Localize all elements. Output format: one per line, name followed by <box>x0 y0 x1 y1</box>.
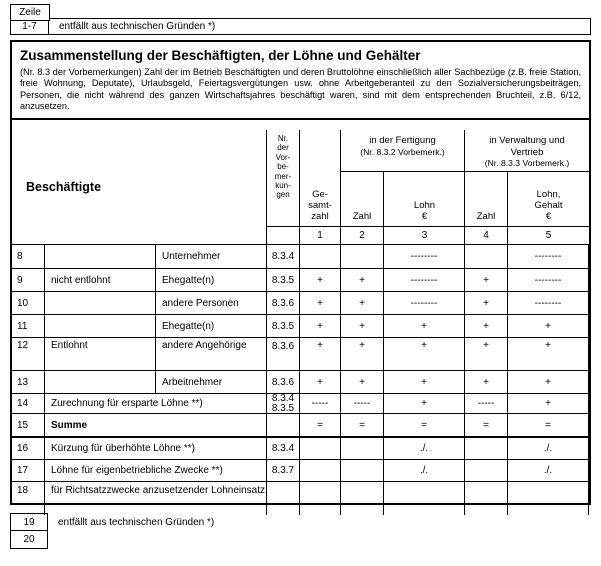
header-fertigung-zahl: Zahl 2 <box>341 172 384 244</box>
cell-fertigung-lohn[interactable]: -------- <box>384 269 465 291</box>
cell-fertigung-zahl[interactable]: + <box>341 371 384 393</box>
row-number: 18 <box>12 482 45 515</box>
header-verwaltung-lohn: Lohn, Gehalt € 5 <box>508 172 589 244</box>
header-group-verwaltung-title: in Verwaltung und Vertrieb (Nr. 8.3.3 Vorbemerk.) <box>465 130 589 172</box>
cell-verwaltung-lohn[interactable]: -------- <box>508 292 589 314</box>
rows-19-20-box <box>10 513 48 549</box>
header-col-number-2: 2 <box>341 226 383 244</box>
table-row[interactable] <box>12 338 589 371</box>
cell-gesamtzahl[interactable]: ----- <box>300 394 341 413</box>
row-19-number: 19 <box>11 514 47 531</box>
cell-verwaltung-lohn[interactable]: ./. <box>508 460 589 481</box>
cell-gesamtzahl[interactable]: + <box>300 292 341 314</box>
row-label: andere Personen <box>156 292 267 314</box>
table-title-block <box>12 42 589 120</box>
cell-verwaltung-zahl[interactable]: ----- <box>465 394 508 413</box>
row-nr-ref: 8.3.5 <box>267 269 300 291</box>
row-nr-ref: 8.3.5 <box>267 315 300 337</box>
cell-verwaltung-lohn[interactable]: -------- <box>508 245 589 268</box>
cell-gesamtzahl[interactable]: + <box>300 269 341 291</box>
cell-gesamtzahl[interactable]: + <box>300 338 341 370</box>
cell-verwaltung-zahl[interactable] <box>465 245 508 268</box>
cell-gesamtzahl[interactable] <box>300 245 341 268</box>
row-number: 8 <box>12 245 45 268</box>
cell-fertigung-zahl[interactable]: + <box>341 292 384 314</box>
header-group-verwaltung <box>465 130 589 244</box>
row-nr-ref: 8.3.4 <box>267 245 300 268</box>
header-beschaeftigte: Beschäftigte <box>12 130 267 244</box>
row-nr-ref: 8.3.6 <box>267 292 300 314</box>
row-group-label: Entlohnt <box>45 338 156 370</box>
cell-fertigung-lohn[interactable] <box>384 482 465 515</box>
cell-fertigung-lohn[interactable]: = <box>384 414 465 436</box>
row-number: 16 <box>12 438 45 459</box>
row-group-label <box>45 371 156 393</box>
page-title: Zusammenstellung der Beschäftigten, der Löhne und Gehälter <box>20 48 421 63</box>
header-col-number-3: 3 <box>384 226 465 244</box>
row-nr-ref: 8.3.6 <box>267 338 300 370</box>
cell-verwaltung-zahl[interactable] <box>465 482 508 515</box>
header-group-fertigung <box>341 130 465 244</box>
cell-fertigung-lohn[interactable]: + <box>384 315 465 337</box>
cell-verwaltung-zahl[interactable] <box>465 438 508 459</box>
row-label <box>45 482 267 515</box>
cell-fertigung-zahl[interactable] <box>341 482 384 515</box>
table-row-summe[interactable] <box>12 414 589 438</box>
row-nr-ref-line1: 8.3.4 <box>271 393 295 404</box>
cell-fertigung-lohn[interactable]: + <box>384 394 465 413</box>
table-row[interactable] <box>12 315 589 338</box>
cell-fertigung-zahl[interactable] <box>341 460 384 481</box>
cell-fertigung-zahl[interactable]: + <box>341 315 384 337</box>
row-label: Arbeitnehmer <box>156 371 267 393</box>
cell-fertigung-lohn[interactable]: ./. <box>384 438 465 459</box>
zeile-label: Zeile <box>10 4 50 21</box>
rows-19-20-note: entfällt aus technischen Gründen *) <box>58 517 215 528</box>
cell-fertigung-lohn[interactable]: ./. <box>384 460 465 481</box>
cell-gesamtzahl[interactable] <box>300 460 341 481</box>
row-number: 17 <box>12 460 45 481</box>
row-number: 10 <box>12 292 45 314</box>
cell-fertigung-lohn[interactable]: -------- <box>384 292 465 314</box>
cell-fertigung-lohn[interactable]: + <box>384 338 465 370</box>
cell-verwaltung-zahl[interactable] <box>465 460 508 481</box>
row-label: Summe <box>45 414 267 436</box>
row-number: 11 <box>12 315 45 337</box>
table-column-headers <box>12 130 589 245</box>
cell-gesamtzahl[interactable]: + <box>300 315 341 337</box>
header-fertigung-lohn: Lohn € 3 <box>384 172 465 244</box>
row-label: Ehegatte(n) <box>156 315 267 337</box>
cell-gesamtzahl[interactable]: = <box>300 414 341 436</box>
row-nr-ref <box>267 414 300 436</box>
header-col-number-5: 5 <box>508 226 589 244</box>
cell-verwaltung-lohn[interactable] <box>508 482 589 515</box>
cell-verwaltung-zahl[interactable]: + <box>465 315 508 337</box>
header-col-number-nr <box>267 226 299 244</box>
cell-verwaltung-lohn[interactable]: -------- <box>508 269 589 291</box>
cell-gesamtzahl[interactable] <box>300 482 341 515</box>
table-row[interactable] <box>12 482 589 515</box>
row-nr-ref: 8.3.7 <box>267 460 300 481</box>
cell-verwaltung-lohn[interactable]: ./. <box>508 438 589 459</box>
row-group-label <box>45 315 156 337</box>
cell-fertigung-zahl[interactable]: + <box>341 269 384 291</box>
rows-1-7-number: 1-7 <box>11 19 49 34</box>
row-20-number: 20 <box>23 534 35 545</box>
row-nr-ref <box>267 394 300 413</box>
cell-gesamtzahl[interactable] <box>300 438 341 459</box>
row-nr-ref-line2: 8.3.5 <box>271 402 295 414</box>
header-col-number-4: 4 <box>465 226 507 244</box>
cell-verwaltung-zahl[interactable]: = <box>465 414 508 436</box>
row-nr-ref <box>267 482 300 515</box>
cell-fertigung-lohn[interactable]: -------- <box>384 245 465 268</box>
row-nr-ref: 8.3.6 <box>267 371 300 393</box>
row-label-text: für Richtsatzzwecke anzusetzender Lohneinsatz <box>51 485 266 496</box>
cell-verwaltung-lohn[interactable]: + <box>508 315 589 337</box>
row-nr-ref: 8.3.4 <box>267 438 300 459</box>
table-subtitle: (Nr. 8.3 der Vorbemerkungen) Zahl der im Betrieb Beschäftigten und deren Bruttolöhne einschließlich aller Sachbezüge (z.B. freie Station, freie Wohnung, Deputate), Urlaubsgeld, Feiertagsvergütungen usw. ohne Arbeitgeberanteil zu den Sozialversicherungsbeiträgen, Personen, die nicht während des ganzen Wirtschaftsjahres beschäftigt waren, sind mit dem entsprechenden Bruchteil, z.B. 6/12, anzusetzen. <box>20 67 581 112</box>
table-row[interactable] <box>12 438 589 460</box>
row-label: Unternehmer <box>156 245 267 268</box>
table-row[interactable] <box>12 245 589 269</box>
row-group-label <box>45 245 156 268</box>
cell-verwaltung-zahl[interactable]: + <box>465 338 508 370</box>
row-label-text: andere Angehörige <box>162 340 247 351</box>
table-row[interactable] <box>12 394 589 414</box>
cell-gesamtzahl[interactable]: + <box>300 371 341 393</box>
main-table <box>10 40 591 505</box>
table-row[interactable] <box>12 292 589 315</box>
row-number: 14 <box>12 394 45 413</box>
cell-fertigung-zahl[interactable]: ----- <box>341 394 384 413</box>
row-number: 13 <box>12 371 45 393</box>
row-number: 15 <box>12 414 45 436</box>
row-number: 9 <box>12 269 45 291</box>
header-col-number-1: 1 <box>300 226 340 244</box>
header-group-fertigung-title: in der Fertigung (Nr. 8.3.2 Vorbemerk.) <box>341 130 464 172</box>
cell-fertigung-zahl[interactable] <box>341 245 384 268</box>
table-row[interactable] <box>12 460 589 482</box>
cell-verwaltung-zahl[interactable]: + <box>465 371 508 393</box>
rows-1-7-row <box>10 18 591 35</box>
cell-verwaltung-lohn[interactable]: + <box>508 394 589 413</box>
cell-verwaltung-zahl[interactable]: + <box>465 269 508 291</box>
cell-verwaltung-zahl[interactable]: + <box>465 292 508 314</box>
cell-fertigung-zahl[interactable]: = <box>341 414 384 436</box>
row-group-label <box>45 292 156 314</box>
cell-fertigung-zahl[interactable]: + <box>341 338 384 370</box>
rows-1-7-note: entfällt aus technischen Gründen *) <box>59 21 216 32</box>
cell-fertigung-lohn[interactable]: + <box>384 371 465 393</box>
cell-verwaltung-lohn[interactable]: + <box>508 371 589 393</box>
cell-verwaltung-lohn[interactable]: + <box>508 338 589 370</box>
header-verwaltung-zahl: Zahl 4 <box>465 172 508 244</box>
table-row[interactable] <box>12 371 589 394</box>
row-number: 12 <box>12 338 45 370</box>
row-label <box>156 338 267 370</box>
table-row[interactable] <box>12 269 589 292</box>
row-label: Zurechnung für ersparte Löhne **) <box>45 394 267 413</box>
row-label: Ehegatte(n) <box>156 269 267 291</box>
cell-fertigung-zahl[interactable] <box>341 438 384 459</box>
row-label: Löhne für eigenbetriebliche Zwecke **) <box>45 460 267 481</box>
table-body <box>12 245 589 503</box>
row-label: Kürzung für überhöhte Löhne **) <box>45 438 267 459</box>
header-nr-vorbemerkungen: Nr. der Vor- be- mer- kun- gen <box>267 130 300 244</box>
header-gesamtzahl: Ge- samt- zahl 1 <box>300 130 341 244</box>
row-group-label: nicht entlohnt <box>45 269 156 291</box>
cell-verwaltung-lohn[interactable]: = <box>508 414 589 436</box>
